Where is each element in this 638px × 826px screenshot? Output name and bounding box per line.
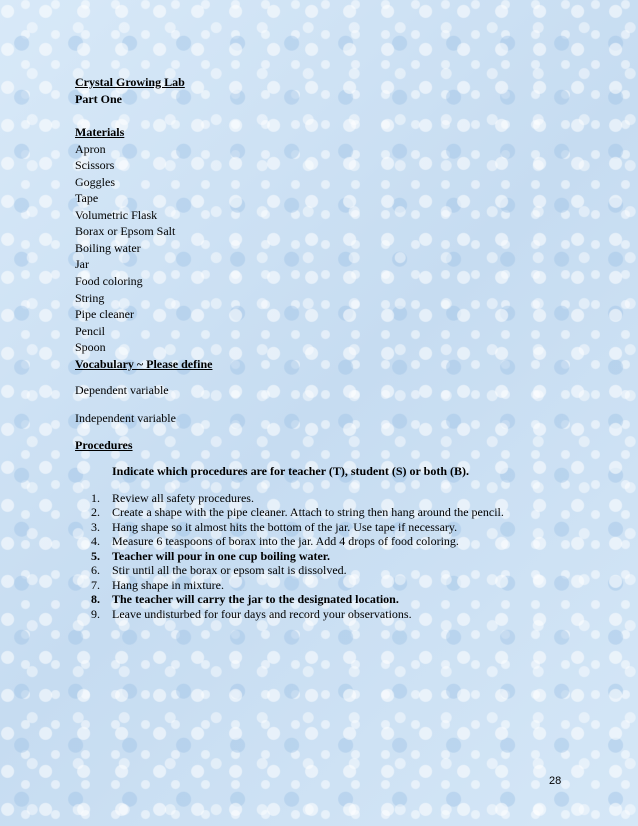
step-text: Review all safety procedures.	[112, 491, 254, 505]
materials-item: Boiling water	[75, 241, 141, 255]
step-text: Create a shape with the pipe cleaner. Attach to string then hang around the pencil.	[112, 505, 504, 519]
step-number: 4.	[91, 534, 100, 548]
step-number: 7.	[91, 578, 100, 592]
step-text: Hang shape so it almost hits the bottom of the jar. Use tape if necessary.	[112, 520, 458, 534]
materials-item: Pencil	[75, 324, 105, 338]
materials-item: Tape	[75, 191, 99, 205]
step-text: Teacher will pour in one cup boiling water.	[112, 549, 331, 563]
step-number: 5.	[91, 549, 100, 563]
materials-item: Food coloring	[75, 274, 143, 288]
step-number: 8.	[91, 592, 100, 606]
step-text: Stir until all the borax or epsom salt is dissolved.	[112, 563, 347, 577]
step-number: 9.	[91, 607, 100, 621]
materials-item: Pipe cleaner	[75, 307, 134, 321]
step-number: 3.	[91, 520, 100, 534]
vocabulary-heading: Vocabulary ~ Please define	[75, 357, 213, 371]
materials-item: Borax or Epsom Salt	[75, 224, 176, 238]
step-number: 6.	[91, 563, 100, 577]
vocabulary-item: Dependent variable	[75, 383, 169, 397]
materials-item: Volumetric Flask	[75, 208, 158, 222]
step-number: 2.	[91, 505, 100, 519]
materials-heading: Materials	[75, 125, 125, 139]
materials-item: Jar	[75, 257, 89, 271]
procedures-instruction: Indicate which procedures are for teacher (T), student (S) or both (B).	[112, 464, 469, 478]
step-text: The teacher will carry the jar to the designated location.	[112, 592, 399, 606]
materials-item: Goggles	[75, 175, 115, 189]
document-title: Crystal Growing Lab	[75, 75, 185, 89]
materials-item: Scissors	[75, 158, 115, 172]
step-number: 1.	[91, 491, 100, 505]
step-text: Measure 6 teaspoons of borax into the jar. Add 4 drops of food coloring.	[112, 534, 459, 548]
part-label: Part One	[75, 92, 122, 106]
materials-item: Apron	[75, 142, 106, 156]
materials-item: String	[75, 291, 105, 305]
page-number: 28	[549, 775, 562, 787]
materials-item: Spoon	[75, 340, 106, 354]
vocabulary-item: Independent variable	[75, 411, 176, 425]
step-text: Hang shape in mixture.	[112, 578, 224, 592]
procedures-heading: Procedures	[75, 438, 133, 452]
step-text: Leave undisturbed for four days and record your observations.	[112, 607, 412, 621]
